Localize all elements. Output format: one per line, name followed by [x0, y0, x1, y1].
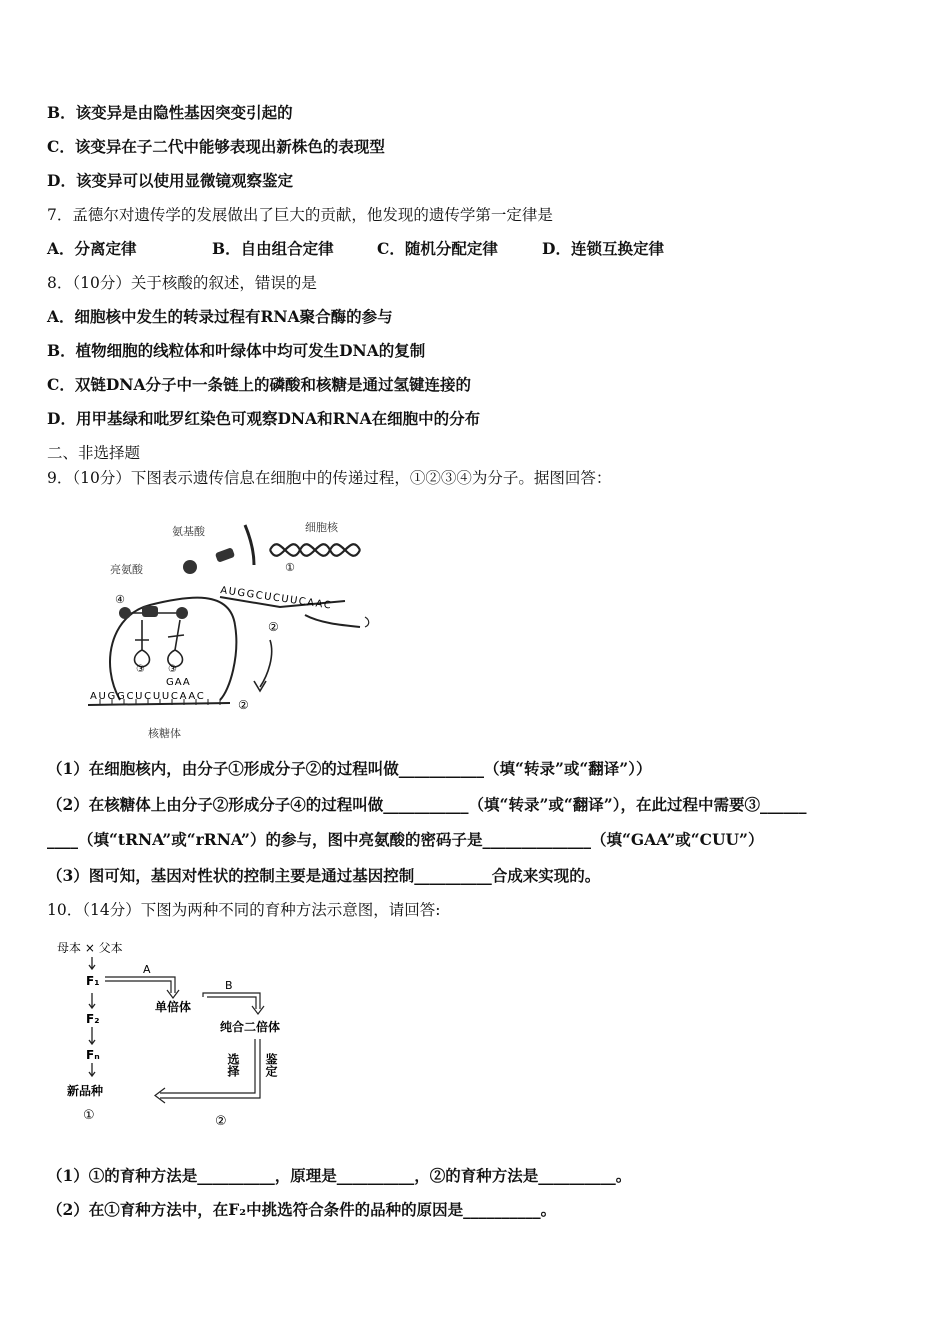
q9-part-2b: ____（填“tRNA”或“rRNA”）的参与，图中亮氨酸的密码子是______________（填“GAA”或“CUU”）	[47, 830, 764, 849]
q6-option-b: B．该变异是由隐性基因突变引起的	[47, 103, 293, 122]
molecule-2-label-top: ②	[268, 620, 279, 634]
f1-label: F₁	[86, 974, 100, 988]
method-1-label: ①	[83, 1108, 95, 1123]
method-2-label: ②	[215, 1114, 227, 1129]
q7-option-d: D．连锁互换定律	[542, 239, 664, 258]
molecule-1-label: ①	[285, 561, 295, 574]
q9-part-2a: （2）在核糖体上由分子②形成分子④的过程叫做___________（填“转录”或“翻译”），在此过程中需要③______	[47, 795, 807, 814]
q8-option-a: A．细胞核中发生的转录过程有RNA聚合酶的参与	[47, 307, 393, 326]
pure-diploid-label: 纯合二倍体	[220, 1020, 281, 1034]
nuclear-envelope	[305, 615, 360, 627]
mrna-sequence-bottom: AUGGCUCUUCAAC	[90, 691, 206, 702]
amino-acid-ball	[183, 560, 197, 574]
peptide-residue-1	[119, 607, 131, 619]
dna-strand-left	[245, 525, 254, 565]
identify-label: 鉴定	[264, 1053, 278, 1077]
q10-part-1: （1）①的育种方法是__________，原理是__________，②的育种方法是__________。	[47, 1166, 632, 1185]
haploid-label: 单倍体	[155, 1000, 192, 1014]
q8-stem: 8．（10分）关于核酸的叙述，错误的是	[47, 274, 317, 292]
parents-label: 母本 × 父本	[57, 941, 123, 955]
peptide-residue-3	[176, 607, 188, 619]
peptide-residue-2	[142, 606, 158, 617]
mrna-strand-ribosome	[88, 703, 230, 705]
new-variety-label: 新品种	[67, 1084, 104, 1098]
select-label: 选择	[226, 1053, 240, 1077]
q8-option-b: B．植物细胞的线粒体和叶绿体中均可发生DNA的复制	[47, 341, 426, 360]
q7-option-c: C．随机分配定律	[377, 239, 498, 258]
transport-arrow	[260, 640, 272, 687]
q10-stem: 10．（14分）下图为两种不同的育种方法示意图，请回答:	[47, 901, 441, 919]
q9-stem: 9．（10分）下图表示遗传信息在细胞中的传递过程，①②③④为分子。据图回答：	[47, 469, 612, 487]
amino-acid-label: 氨基酸	[172, 525, 205, 538]
q8-option-d: D．用甲基绿和吡罗红染色可观察DNA和RNA在细胞中的分布	[47, 409, 481, 428]
mrna-sequence-top: AUGGCUCUUCAAC	[219, 585, 333, 612]
return-arrow	[155, 1039, 260, 1103]
gene-expression-figure	[80, 505, 380, 745]
q7-options	[47, 239, 664, 259]
small-arc	[365, 617, 369, 627]
arrow-b	[203, 993, 264, 1014]
q9-part-1: （1）在细胞核内，由分子①形成分子②的过程叫做___________（填“转录”或“翻译”））	[47, 759, 652, 778]
q7-stem: 7．孟德尔对遗传学的发展做出了巨大的贡献，他发现的遗传学第一定律是	[47, 206, 553, 224]
nucleus-label: 细胞核	[305, 521, 338, 534]
q7-option-a: A．分离定律	[47, 239, 137, 258]
f2-label: F₂	[86, 1012, 100, 1026]
anticodon-label: GAA	[166, 677, 191, 688]
molecule-2-label-bottom: ②	[238, 698, 249, 712]
q10-part-2: （2）在①育种方法中，在F₂中挑选符合条件的品种的原因是__________。	[47, 1200, 557, 1219]
q7-option-b: B．自由组合定律	[212, 239, 334, 258]
molecule-4-label: ④	[115, 593, 125, 606]
dna-helix	[270, 544, 360, 556]
arrow-b-label: B	[225, 979, 233, 992]
q6-option-d: D．该变异可以使用显微镜观察鉴定	[47, 171, 293, 190]
leucine-label: 亮氨酸	[110, 563, 143, 576]
arrow-a-label: A	[143, 963, 151, 976]
amino-acid-rect	[215, 547, 235, 563]
trna-molecules	[135, 620, 185, 667]
molecule-3-label-a: ③	[136, 664, 145, 675]
arrow-a	[105, 977, 179, 998]
fn-label: Fₙ	[86, 1048, 100, 1062]
ribosome-label: 核糖体	[148, 727, 181, 740]
breeding-figure	[55, 935, 305, 1135]
molecule-3-label-b: ③	[168, 664, 177, 675]
section-heading: 二、非选择题	[47, 444, 141, 462]
q9-part-3: （3）图可知，基因对性状的控制主要是通过基因控制__________合成来实现的。	[47, 866, 601, 885]
q6-option-c: C．该变异在子二代中能够表现出新株色的表现型	[47, 137, 385, 156]
q8-option-c: C．双链DNA分子中一条链上的磷酸和核糖是通过氢键连接的	[47, 375, 471, 394]
